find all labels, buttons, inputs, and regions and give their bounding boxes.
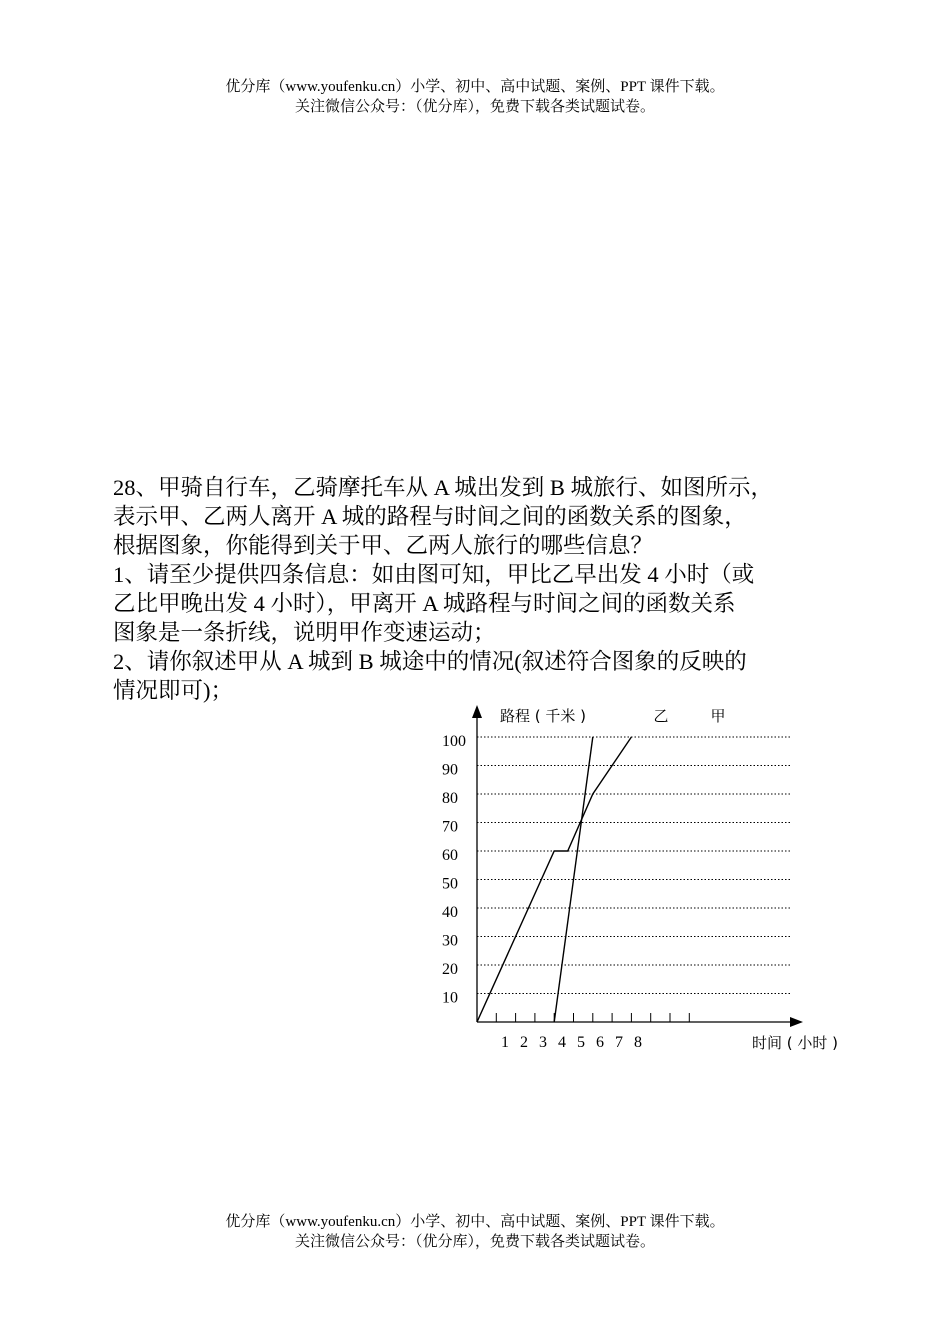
question-line: 乙比甲晚出发 4 小时），甲离开 A 城路程与时间之间的函数关系 xyxy=(113,591,736,616)
question-line: 根据图象，你能得到关于甲、乙两人旅行的哪些信息？ xyxy=(113,533,654,558)
footer-line-2: 关注微信公众号：（优分库），免费下载各类试题试卷。 xyxy=(294,1234,655,1250)
y-tick-label: 60 xyxy=(442,847,458,864)
y-tick-label: 30 xyxy=(442,932,458,950)
page-footer xyxy=(0,1212,950,1252)
x-tick-label: 2 xyxy=(520,1034,528,1051)
header-line-2: 关注微信公众号：（优分库），免费下载各类试题试卷。 xyxy=(294,99,655,115)
series-line-乙 xyxy=(554,737,593,1022)
x-tick-label: 5 xyxy=(577,1034,585,1051)
x-axis-title: 时间 ( 小时 ) xyxy=(751,1034,838,1052)
x-tick-label: 4 xyxy=(558,1034,566,1051)
y-axis-title: 路程 ( 千米 ) xyxy=(500,707,587,725)
question-line: 1、请至少提供四条信息：如由图可知，甲比乙早出发 4 小时（或 xyxy=(113,562,755,587)
x-tick-label: 3 xyxy=(539,1034,547,1051)
footer-line-1: 优分库（www.youfenku.cn）小学、初中、高中试题、案例、PPT 课件下载。 xyxy=(225,1214,725,1230)
header-line-1: 优分库（www.youfenku.cn）小学、初中、高中试题、案例、PPT 课件下载。 xyxy=(225,79,725,95)
series-label-乙: 乙 xyxy=(653,707,669,725)
question-line: 图象是一条折线，说明甲作变速运动； xyxy=(113,620,496,645)
y-tick-label: 50 xyxy=(442,875,458,893)
x-tick-label: 8 xyxy=(634,1034,642,1051)
y-tick-label: 90 xyxy=(442,761,458,779)
x-tick-label: 7 xyxy=(615,1034,623,1051)
x-tick-label: 1 xyxy=(501,1034,509,1051)
x-axis-arrow xyxy=(790,1017,803,1027)
question-line: 情况即可)； xyxy=(113,678,233,703)
series-label-甲: 甲 xyxy=(710,707,726,725)
question-line: 2、请你叙述甲从 A 城到 B 城途中的情况(叙述符合图象的反映的 xyxy=(113,649,747,674)
y-tick-label: 20 xyxy=(442,961,458,978)
y-tick-label: 70 xyxy=(442,818,458,836)
y-tick-label: 80 xyxy=(442,790,458,807)
y-axis-arrow xyxy=(472,705,482,718)
y-tick-label: 100 xyxy=(442,733,466,750)
y-tick-label: 40 xyxy=(442,904,458,921)
x-tick-label: 6 xyxy=(596,1034,604,1051)
question-line: 表示甲、乙两人离开 A 城的路程与时间之间的函数关系的图象， xyxy=(113,504,747,529)
y-tick-label: 10 xyxy=(442,989,458,1007)
question-line: 28、甲骑自行车，乙骑摩托车从 A 城出发到 B 城旅行、如图所示， xyxy=(113,475,774,500)
